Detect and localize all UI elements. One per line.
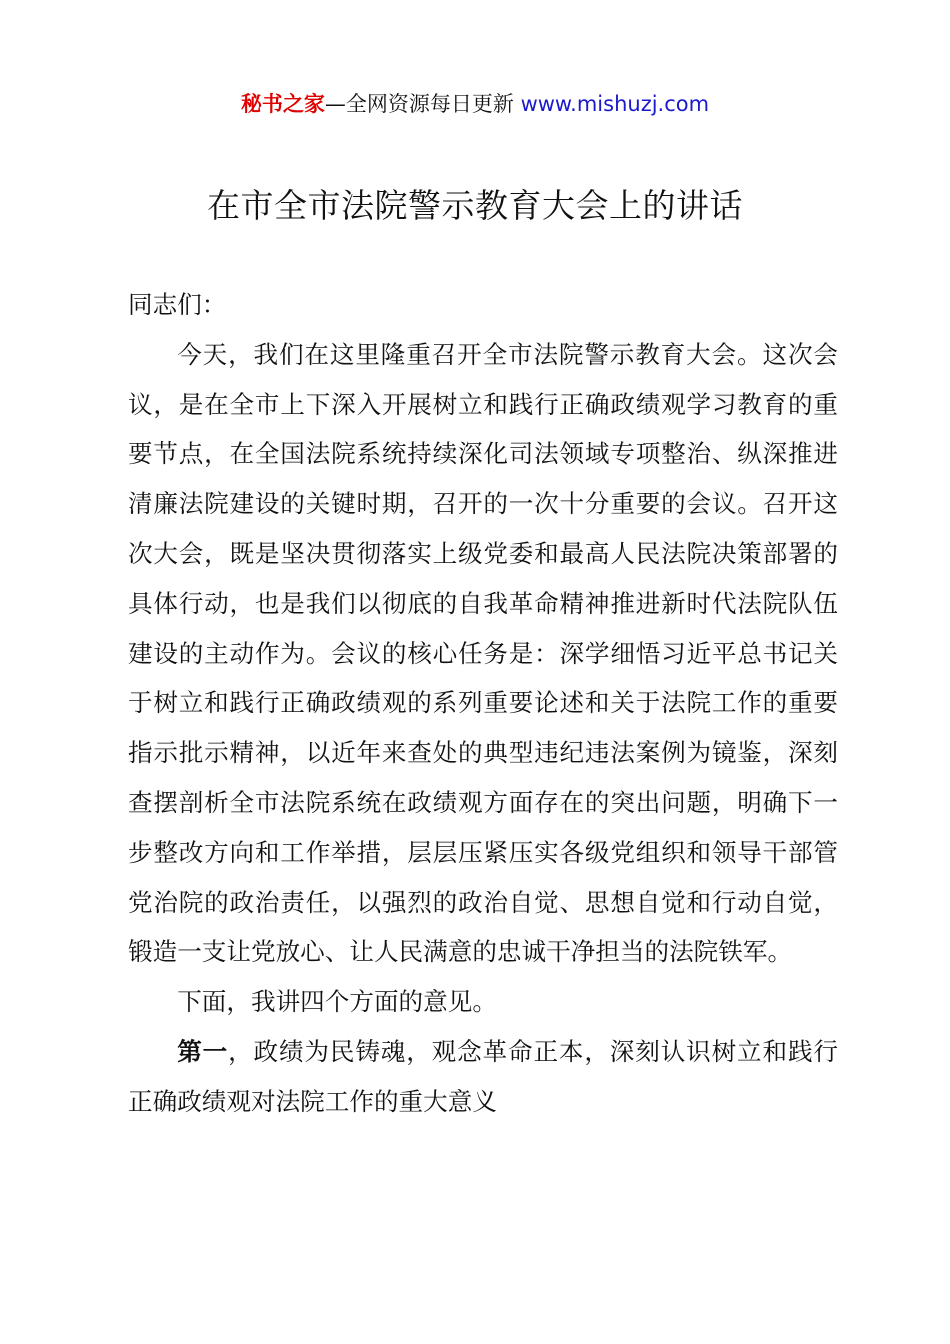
site-url-link[interactable]: www.mishuzj.com bbox=[520, 92, 710, 116]
header-slogan: —全网资源每日更新 bbox=[324, 92, 514, 116]
salutation: 同志们： bbox=[128, 290, 227, 319]
paragraph-opening: 今天，我们在这里隆重召开全市法院警示教育大会。这次会议，是在全市上下深入开展树立和践行正确政绩观学习教育的重要节点，在全国法院系统持续深化司法领域专项整治、纵深推进清廉法院建设的关键时期，召开的一次十分重要的会议。召开这次大会，既是坚决贯彻落实上级党委和最高人民法院决策部署的具体行动，也是我们以彻底的自我革命精神推进新时代法院队伍建设的主动作为。会议的核心任务是：深学细悟习近平总书记关于树立和践行正确政绩观的系列重要论述和关于法院工作的重要指示批示精神，以近年来查处的典型违纪违法案例为镜鉴，深刻查摆剖析全市法院系统在政绩观方面存在的突出问题，明确下一步整改方向和工作举措，层层压紧压实各级党组织和领导干部管党治院的政治责任，以强烈的政治自觉、思想自觉和行动自觉，锻造一支让党放心、让人民满意的忠诚干净担当的法院铁军。 bbox=[128, 339, 838, 967]
section-heading-first bbox=[128, 1027, 838, 1127]
section-heading-text: ，政绩为民铸魂，观念革命正本，深刻认识树立和践行正确政绩观对法院工作的重大意义 bbox=[128, 1036, 838, 1116]
document-body bbox=[128, 280, 838, 1127]
site-header bbox=[0, 86, 950, 122]
brand-name: 秘书之家 bbox=[240, 92, 325, 116]
paragraph-outline: 下面，我讲四个方面的意见。 bbox=[177, 987, 497, 1017]
section-lead: 第一 bbox=[177, 1036, 229, 1066]
document-title: 在市全市法院警示教育大会上的讲话 bbox=[207, 186, 743, 225]
